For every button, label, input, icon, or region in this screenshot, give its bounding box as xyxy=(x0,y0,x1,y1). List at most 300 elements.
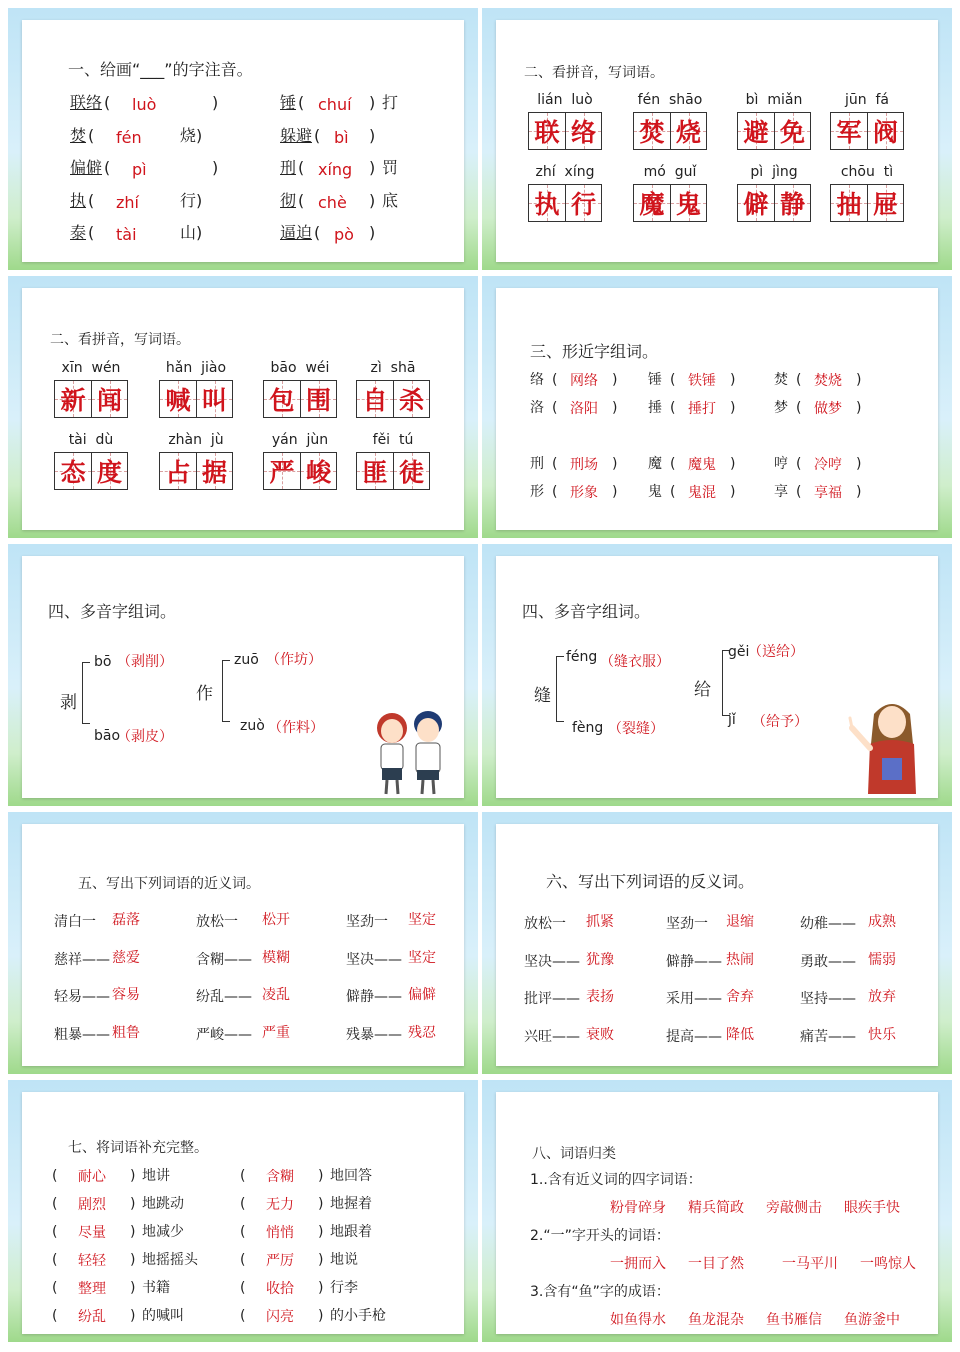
slide-10-word-categories xyxy=(482,1080,952,1342)
character: 执 xyxy=(534,190,560,219)
paren-close: ) xyxy=(369,191,376,210)
answer: 降低 xyxy=(726,1027,754,1043)
slide-5-polyphones xyxy=(8,544,478,806)
slide-title: 四、多音字组词。 xyxy=(48,602,177,621)
word-grid xyxy=(830,184,904,222)
teacher-illustration xyxy=(844,694,934,794)
word-answer: 做梦 xyxy=(814,401,842,417)
paren-open: ( xyxy=(552,484,558,500)
brace xyxy=(82,662,90,724)
word-answer: 鬼混 xyxy=(688,485,716,501)
answer: 无力 xyxy=(266,1197,294,1213)
character: 静 xyxy=(779,190,805,219)
pinyin-answer: bì xyxy=(334,128,349,147)
pinyin-label: lián luò xyxy=(537,92,593,108)
word-grid xyxy=(54,452,128,490)
grid-cell xyxy=(831,113,867,149)
grid-cell xyxy=(774,185,810,221)
paren-open: ( xyxy=(240,1280,246,1296)
suffix: 的喊叫 xyxy=(142,1308,184,1324)
paren-close: ) xyxy=(196,126,203,145)
slide-card xyxy=(22,288,464,530)
grid-cell xyxy=(738,113,774,149)
character: 新 xyxy=(60,386,86,415)
slide-6-polyphones xyxy=(482,544,952,806)
answer: 犹豫 xyxy=(586,952,614,968)
suffix: 地说 xyxy=(330,1252,358,1268)
word: 坚决—— xyxy=(524,954,580,970)
paren-close: ) xyxy=(856,484,862,500)
grid-cell xyxy=(357,453,393,489)
paren-close: ) xyxy=(130,1252,136,1268)
slide-card xyxy=(496,824,938,1066)
suffix: 罚 xyxy=(382,158,399,177)
answer: 热闹 xyxy=(726,952,754,968)
paren-open: ( xyxy=(796,372,802,388)
answer: 含糊 xyxy=(266,1169,294,1185)
pinyin-answer: pì xyxy=(132,160,147,179)
pinyin-bao: bāo xyxy=(94,728,121,744)
word: 兴旺—— xyxy=(524,1029,580,1045)
grid-cell xyxy=(867,113,903,149)
paren-close: ) xyxy=(369,158,376,177)
pinyin-label: bì miǎn xyxy=(745,92,803,108)
slide-title: 五、写出下列词语的近义词。 xyxy=(78,876,260,892)
paren-close: ) xyxy=(212,93,219,112)
paren-close: ) xyxy=(730,456,736,472)
answer: 成熟 xyxy=(868,914,896,930)
suffix: 书籍 xyxy=(142,1280,170,1296)
paren-open: ( xyxy=(796,456,802,472)
grid-cell xyxy=(670,185,706,221)
paren-open: ( xyxy=(240,1308,246,1324)
answer: 严重 xyxy=(262,1025,290,1041)
word: 粗暴—— xyxy=(54,1027,110,1043)
students-illustration xyxy=(362,706,456,796)
word: 轻易—— xyxy=(54,989,110,1005)
word: 批评—— xyxy=(524,991,580,1007)
question-word: 联络 xyxy=(70,93,103,112)
paren-close: ) xyxy=(130,1196,136,1212)
character: 抽 xyxy=(836,190,862,219)
paren-close: ) xyxy=(369,93,376,112)
grid-cell xyxy=(196,381,232,417)
grid-cell xyxy=(670,113,706,149)
grid-cell xyxy=(55,381,91,417)
answer: 粉骨碎身 xyxy=(610,1200,666,1216)
slide-card xyxy=(22,1092,464,1334)
paren-open: ( xyxy=(552,372,558,388)
paren-close: ) xyxy=(856,372,862,388)
word: 坚劲一 xyxy=(346,914,388,930)
paren-open: ( xyxy=(796,400,802,416)
paren-open: ( xyxy=(670,400,676,416)
answer: 一鸣惊人 xyxy=(860,1256,916,1272)
grid-cell xyxy=(300,453,336,489)
paren-open: ( xyxy=(314,223,321,242)
brace xyxy=(222,660,230,722)
char-zuo: 作 xyxy=(196,684,213,704)
character: 度 xyxy=(96,458,122,487)
pinyin-answer: tài xyxy=(116,225,137,244)
paren-close: ) xyxy=(612,372,618,388)
character: 峻 xyxy=(305,458,331,487)
word: 慈祥—— xyxy=(54,952,110,968)
char: 魔 xyxy=(648,456,662,472)
grid-cell xyxy=(529,113,565,149)
pinyin-answer: chè xyxy=(318,193,347,212)
pinyin-zuo4: zuò xyxy=(240,718,265,734)
slide-title: 三、形近字组词。 xyxy=(530,342,659,361)
word: 放松一 xyxy=(196,914,238,930)
word-grid xyxy=(263,452,337,490)
answer: 鱼龙混杂 xyxy=(688,1312,744,1328)
pinyin-answer: xíng xyxy=(318,160,353,179)
character: 联 xyxy=(534,118,560,147)
char: 哼 xyxy=(774,456,788,472)
pinyin-answer: chuí xyxy=(318,95,352,114)
word-grid xyxy=(528,112,602,150)
paren-open: ( xyxy=(240,1196,246,1212)
slide-8-antonyms xyxy=(482,812,952,1074)
pinyin-label: fén shāo xyxy=(637,92,703,108)
char: 捶 xyxy=(648,400,662,416)
grid-cell xyxy=(738,185,774,221)
slide-title: 八、词语归类 xyxy=(532,1146,616,1162)
character: 喊 xyxy=(165,386,191,415)
answer: 懦弱 xyxy=(868,952,896,968)
slide-card xyxy=(22,556,464,798)
paren-close: ) xyxy=(856,400,862,416)
pinyin-label: hǎn jiào xyxy=(165,360,227,376)
grid-cell xyxy=(634,185,670,221)
paren-open: ( xyxy=(52,1196,58,1212)
word-grid xyxy=(737,112,811,150)
word-answer: 焚烧 xyxy=(814,373,842,389)
word: 勇敢—— xyxy=(800,954,856,970)
char-bo: 剥 xyxy=(60,693,77,713)
paren-open: ( xyxy=(298,191,305,210)
pinyin-label: tài dù xyxy=(68,432,114,448)
question-word: 逼迫 xyxy=(280,223,313,242)
word-answer: 刑场 xyxy=(570,457,598,473)
question-word: 焚 xyxy=(70,126,87,145)
answer: 慈爱 xyxy=(112,950,140,966)
character: 阀 xyxy=(872,118,898,147)
answer: 耐心 xyxy=(78,1169,106,1185)
grid-cell xyxy=(565,113,601,149)
suffix: 地握着 xyxy=(330,1196,372,1212)
word-feng2: （缝衣服） xyxy=(600,654,670,670)
word: 僻静—— xyxy=(666,954,722,970)
paren-close: ) xyxy=(612,400,618,416)
paren-close: ) xyxy=(196,223,203,242)
paren-close: ) xyxy=(318,1224,324,1240)
answer: 轻轻 xyxy=(78,1253,106,1269)
pinyin-ji: jǐ xyxy=(728,712,736,728)
word-grid xyxy=(633,184,707,222)
suffix: 地回答 xyxy=(330,1168,372,1184)
char: 形 xyxy=(530,484,544,500)
pinyin-feng2: féng xyxy=(566,649,598,665)
char: 焚 xyxy=(774,372,788,388)
word-grid xyxy=(737,184,811,222)
pinyin-answer: zhí xyxy=(116,193,139,212)
suffix: 地摇摇头 xyxy=(142,1252,198,1268)
word: 放松一 xyxy=(524,916,566,932)
question-word: 偏僻 xyxy=(70,158,103,177)
answer: 松开 xyxy=(262,912,290,928)
character: 鬼 xyxy=(675,190,701,219)
answer: 磊落 xyxy=(112,912,140,928)
pinyin-label: bāo wéi xyxy=(270,360,330,376)
pinyin-label: jūn fá xyxy=(844,92,890,108)
paren-open: ( xyxy=(104,93,111,112)
answer: 鱼游釜中 xyxy=(844,1312,900,1328)
question-word: 锤 xyxy=(280,93,297,112)
paren-close: ) xyxy=(856,456,862,472)
answer: 模糊 xyxy=(262,950,290,966)
character: 络 xyxy=(570,118,596,147)
word-ji: （给予） xyxy=(752,714,808,730)
paren-open: ( xyxy=(240,1224,246,1240)
grid-cell xyxy=(634,113,670,149)
word-grid xyxy=(356,452,430,490)
answer: 悄悄 xyxy=(266,1225,294,1241)
suffix: 的小手枪 xyxy=(330,1308,386,1324)
grid-cell xyxy=(160,381,196,417)
word-bao: （剥皮） xyxy=(117,729,173,745)
question-word: 刑 xyxy=(280,158,297,177)
char: 锤 xyxy=(648,372,662,388)
character: 行 xyxy=(570,190,596,219)
answer: 纷乱 xyxy=(78,1309,106,1325)
paren-open: ( xyxy=(240,1252,246,1268)
word-zuo1: （作坊） xyxy=(266,652,322,668)
grid-cell xyxy=(565,185,601,221)
word-answer: 形象 xyxy=(570,485,598,501)
slide-title: 二、看拼音，写词语。 xyxy=(524,65,664,81)
paren-close: ) xyxy=(130,1224,136,1240)
answer: 快乐 xyxy=(868,1027,896,1043)
slide-2-write-words xyxy=(482,8,952,270)
char: 刑 xyxy=(530,456,544,472)
pinyin-label: fěi tú xyxy=(372,432,414,448)
answer: 舍弃 xyxy=(726,989,754,1005)
word-grid xyxy=(263,380,337,418)
question-word: 泰 xyxy=(70,223,87,242)
answer: 剧烈 xyxy=(78,1197,106,1213)
grid-cell xyxy=(393,381,429,417)
word: 严峻—— xyxy=(196,1027,252,1043)
word: 含糊—— xyxy=(196,952,252,968)
character: 匪 xyxy=(362,458,388,487)
slide-title: 一、给画“___”的字注音。 xyxy=(68,60,253,79)
pinyin-bo: bō xyxy=(94,654,112,670)
word-answer: 洛阳 xyxy=(570,401,598,417)
paren-open: ( xyxy=(298,158,305,177)
character: 叫 xyxy=(201,386,227,415)
character: 占 xyxy=(165,458,191,487)
paren-open: ( xyxy=(796,484,802,500)
answer: 整理 xyxy=(78,1281,106,1297)
char: 享 xyxy=(774,484,788,500)
pinyin-feng4: fèng xyxy=(572,720,604,736)
answer: 偏僻 xyxy=(408,987,436,1003)
paren-open: ( xyxy=(88,223,95,242)
question-3: 3.含有“鱼”字的成语： xyxy=(530,1284,670,1300)
answer: 一目了然 xyxy=(688,1256,744,1272)
word-answer: 享福 xyxy=(814,485,842,501)
paren-close: ) xyxy=(730,372,736,388)
answer: 鱼书雁信 xyxy=(766,1312,822,1328)
grid-cell xyxy=(774,113,810,149)
answer: 如鱼得水 xyxy=(610,1312,666,1328)
character: 闻 xyxy=(96,386,122,415)
grid-cell xyxy=(393,453,429,489)
word-grid xyxy=(633,112,707,150)
word-answer: 捶打 xyxy=(688,401,716,417)
pinyin-answer: fén xyxy=(116,128,142,147)
word-answer: 魔鬼 xyxy=(688,457,716,473)
slide-card xyxy=(496,288,938,530)
word-bo: （剥削） xyxy=(117,654,173,670)
slide-card xyxy=(22,20,464,262)
answer: 容易 xyxy=(112,987,140,1003)
paren-close: ) xyxy=(212,158,219,177)
word-answer: 网络 xyxy=(570,373,598,389)
paren-close: ) xyxy=(318,1308,324,1324)
character: 据 xyxy=(201,458,227,487)
answer: 严厉 xyxy=(266,1253,294,1269)
answer: 眼疾手快 xyxy=(844,1200,900,1216)
word: 坚决—— xyxy=(346,952,402,968)
pinyin-label: mó guǐ xyxy=(643,164,697,180)
char-feng: 缝 xyxy=(534,686,551,706)
answer: 放弃 xyxy=(868,989,896,1005)
suffix: 底 xyxy=(382,191,399,210)
answer: 表扬 xyxy=(586,989,614,1005)
word: 坚持—— xyxy=(800,991,856,1007)
word-answer: 冷哼 xyxy=(814,457,842,473)
paren-open: ( xyxy=(240,1168,246,1184)
paren-close: ) xyxy=(369,126,376,145)
paren-open: ( xyxy=(670,372,676,388)
paren-close: ) xyxy=(318,1252,324,1268)
suffix: 行李 xyxy=(330,1280,358,1296)
word-zuo4: （作料） xyxy=(268,720,324,736)
character: 围 xyxy=(305,386,331,415)
pinyin-label: zhàn jù xyxy=(168,432,224,448)
paren-open: ( xyxy=(88,191,95,210)
paren-close: ) xyxy=(196,191,203,210)
slide-card xyxy=(496,20,938,262)
paren-close: ) xyxy=(318,1196,324,1212)
question-word: 躲避 xyxy=(280,126,313,145)
paren-close: ) xyxy=(318,1168,324,1184)
grid-cell xyxy=(91,453,127,489)
brace xyxy=(556,656,564,722)
paren-open: ( xyxy=(52,1224,58,1240)
paren-close: ) xyxy=(612,484,618,500)
grid-cell xyxy=(264,453,300,489)
suffix: 地讲 xyxy=(142,1168,170,1184)
word-grid xyxy=(356,380,430,418)
word: 清白一 xyxy=(54,914,96,930)
word: 幼稚—— xyxy=(800,916,856,932)
answer: 衰败 xyxy=(586,1027,614,1043)
suffix: 地跟着 xyxy=(330,1224,372,1240)
pinyin-zuo1: zuō xyxy=(234,652,259,668)
character: 魔 xyxy=(639,190,665,219)
grid-cell xyxy=(867,185,903,221)
pinyin-label: zhí xíng xyxy=(535,164,595,180)
paren-open: ( xyxy=(52,1308,58,1324)
grid-cell xyxy=(300,381,336,417)
paren-close: ) xyxy=(730,400,736,416)
char: 洛 xyxy=(530,400,544,416)
question-word: 执 xyxy=(70,191,87,210)
slide-title: 七、将词语补充完整。 xyxy=(68,1140,208,1156)
grid-cell xyxy=(196,453,232,489)
paren-open: ( xyxy=(298,93,305,112)
word: 提高—— xyxy=(666,1029,722,1045)
slide-title: 二、看拼音，写词语。 xyxy=(50,332,190,348)
slide-1-pinyin-annotation xyxy=(8,8,478,270)
character: 焚 xyxy=(639,118,665,147)
word-grid xyxy=(159,452,233,490)
word: 痛苦—— xyxy=(800,1029,856,1045)
character: 杀 xyxy=(398,386,424,415)
answer: 一拥而入 xyxy=(610,1256,666,1272)
word-gei: （送给） xyxy=(748,644,804,660)
suffix: 打 xyxy=(382,93,399,112)
paren-open: ( xyxy=(52,1280,58,1296)
question-1: 1..含有近义词的四字词语： xyxy=(530,1172,702,1188)
grid-cell xyxy=(357,381,393,417)
slide-card xyxy=(496,556,938,798)
character: 免 xyxy=(779,118,805,147)
word-feng4: （裂缝） xyxy=(608,721,664,737)
word-grid xyxy=(528,184,602,222)
word-grid xyxy=(159,380,233,418)
answer: 抓紧 xyxy=(586,914,614,930)
answer: 坚定 xyxy=(408,912,436,928)
suffix: 山 xyxy=(180,223,197,242)
answer: 一马平川 xyxy=(782,1256,838,1272)
word: 残暴—— xyxy=(346,1027,402,1043)
slide-9-complete-words xyxy=(8,1080,478,1342)
pinyin-label: yán jùn xyxy=(271,432,329,448)
paren-open: ( xyxy=(670,484,676,500)
slide-title: 四、多音字组词。 xyxy=(522,602,651,621)
answer: 收拾 xyxy=(266,1281,294,1297)
grid-cell xyxy=(91,381,127,417)
paren-close: ) xyxy=(318,1280,324,1296)
answer: 粗鲁 xyxy=(112,1025,140,1041)
paren-close: ) xyxy=(130,1308,136,1324)
grid-cell xyxy=(831,185,867,221)
suffix: 地减少 xyxy=(142,1224,184,1240)
character: 包 xyxy=(269,386,295,415)
word: 僻静—— xyxy=(346,989,402,1005)
slide-card xyxy=(496,1092,938,1334)
paren-close: ) xyxy=(369,223,376,242)
slide-4-similar-characters xyxy=(482,276,952,538)
answer: 旁敲侧击 xyxy=(766,1200,822,1216)
paren-close: ) xyxy=(730,484,736,500)
pinyin-label: pì jìng xyxy=(750,164,798,180)
